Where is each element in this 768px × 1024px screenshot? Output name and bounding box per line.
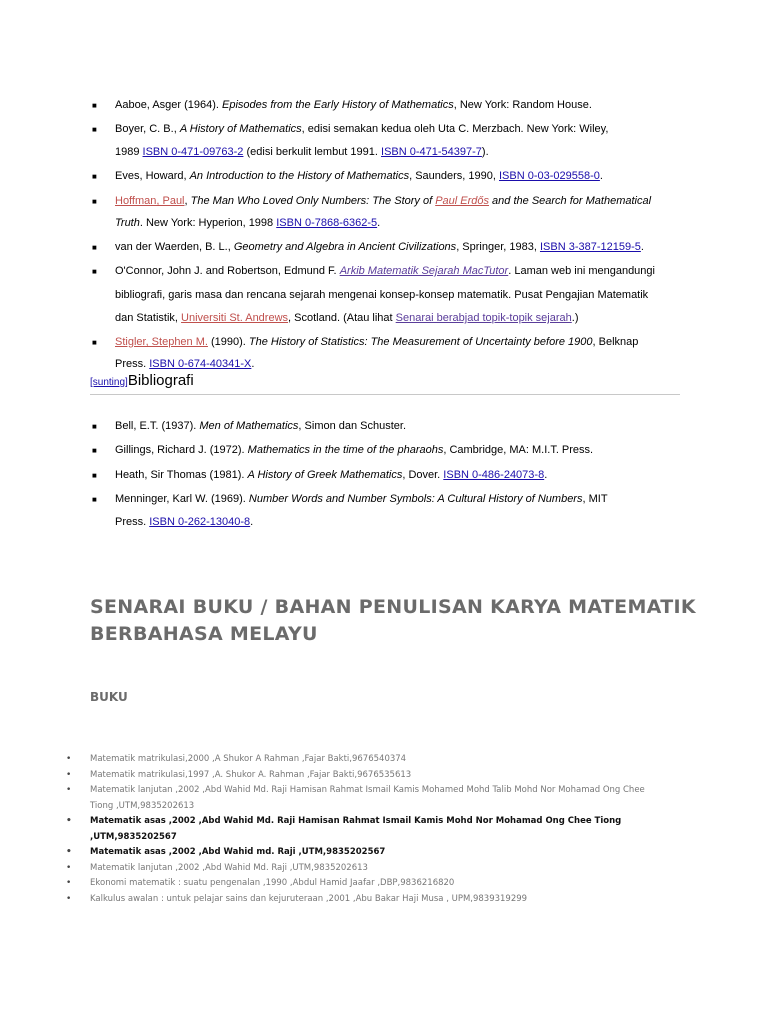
isbn-link[interactable]: ISBN 0-674-40341-X: [149, 358, 252, 370]
text-run: , Springer, 1983,: [456, 241, 540, 253]
wiki-link[interactable]: Arkib Matematik Sejarah MacTutor: [339, 265, 509, 277]
edit-section-link[interactable]: [sunting]: [90, 377, 128, 388]
text-run: An Introduction to the History of Mathematics: [189, 170, 410, 182]
reference-text: [115, 118, 675, 141]
text-run: , Scotland. (Atau lihat: [288, 312, 396, 324]
text-run: A History of Mathematics: [179, 123, 302, 135]
text-run: 1989: [115, 146, 143, 158]
text-run: (1990).: [207, 336, 249, 348]
section-title: Bibliografi: [127, 372, 194, 389]
text-run: , edisi semakan kedua oleh Uta C. Merzbach. New York: Wiley,: [301, 123, 609, 135]
text-run: , Simon dan Schuster.: [298, 420, 407, 432]
bullet-icon: •: [66, 754, 72, 764]
reference-text: [115, 307, 675, 330]
text-run: Episodes from the Early History of Mathematics: [222, 99, 454, 111]
reference-text: [115, 439, 675, 462]
book-item: [0, 783, 670, 814]
reference-text: [115, 415, 675, 438]
reference-text: [115, 212, 675, 235]
text-run: . Laman web ini mengandungi: [508, 265, 655, 277]
text-run: .: [544, 469, 548, 481]
section-heading: [90, 372, 680, 395]
reference-text: [115, 464, 675, 487]
bullet-icon: ■: [92, 422, 97, 431]
isbn-link[interactable]: ISBN 0-03-029558-0: [499, 170, 600, 182]
text-run: , Saunders, 1990,: [409, 170, 499, 182]
wiki-link[interactable]: Senarai berabjad topik-topik sejarah: [395, 312, 572, 324]
text-run: ,: [184, 195, 191, 207]
bullet-icon: •: [66, 847, 72, 857]
bullet-icon: •: [66, 862, 72, 873]
text-run: .: [599, 170, 603, 182]
reference-text: [115, 260, 675, 283]
text-run: and the Search for Mathematical: [489, 195, 652, 207]
reference-text: [115, 284, 675, 307]
reference-text: [115, 488, 675, 511]
text-run: Gillings, Richard J. (1972).: [115, 444, 248, 456]
text-run: (edisi berkulit lembut 1991.: [243, 146, 382, 158]
isbn-link[interactable]: ISBN 0-486-24073-8: [443, 469, 545, 481]
isbn-link[interactable]: ISBN 0-7868-6362-5: [276, 217, 378, 229]
bullet-icon: ■: [92, 267, 97, 276]
text-run: , Dover.: [402, 469, 444, 481]
isbn-link[interactable]: ISBN 0-471-54397-7: [381, 146, 482, 158]
reference-text: [115, 331, 675, 354]
book-text: Kalkulus awalan : untuk pelajar sains dan kejuruteraan ,2001 ,Abu Bakar Haji Musa , UPM,9839319299: [90, 893, 528, 904]
reference-text: [115, 236, 675, 259]
text-run: bibliografi, garis masa dan rencana sejarah mengenai konsep-konsep matematik. Pusat Pengajian Matematik: [115, 289, 649, 301]
bullet-icon: ■: [92, 197, 97, 206]
text-run: van der Waerden, B. L.,: [115, 241, 234, 253]
book-item: [0, 814, 670, 845]
book-text: Matematik lanjutan ,2002 ,Abd Wahid Md. Raji ,UTM,9835202613: [90, 862, 368, 873]
bullet-icon: •: [66, 816, 72, 826]
subheading-buku: BUKU: [90, 690, 128, 704]
wiki-link[interactable]: Hoffman, Paul: [115, 195, 185, 207]
book-text: Matematik matrikulasi,2000 ,A Shukor A Rahman ,Fajar Bakti,9676540374: [90, 754, 407, 764]
book-item: [0, 861, 670, 877]
book-text: Matematik asas ,2002 ,Abd Wahid md. Raji ,UTM,9835202567: [90, 847, 386, 857]
text-run: O'Connor, John J. and Robertson, Edmund F.: [115, 265, 340, 277]
page-heading: SENARAI BUKU / BAHAN PENULISAN KARYA MATEMATIK BERBAHASA MELAYU: [90, 596, 696, 645]
text-run: Eves, Howard,: [115, 170, 190, 182]
reference-text: [115, 141, 675, 164]
reference-text: [115, 511, 675, 534]
text-run: , Cambridge, MA: M.I.T. Press.: [443, 444, 594, 456]
text-run: Menninger, Karl W. (1969).: [115, 493, 249, 505]
bullet-icon: ■: [92, 338, 97, 347]
book-text: Ekonomi matematik : suatu pengenalan ,1990 ,Abdul Hamid Jaafar ,DBP,9836216820: [90, 878, 455, 888]
text-run: Bell, E.T. (1937).: [115, 420, 200, 432]
text-run: Men of Mathematics: [199, 420, 299, 432]
text-run: Truth: [115, 217, 140, 229]
reference-text: [115, 94, 675, 117]
text-run: .: [250, 516, 254, 528]
text-run: .): [571, 312, 579, 324]
text-run: A History of Greek Mathematics: [247, 469, 403, 481]
book-item: [0, 752, 670, 768]
isbn-link[interactable]: ISBN 0-262-13040-8: [149, 516, 251, 528]
text-run: . New York: Hyperion, 1998: [139, 217, 277, 229]
text-run: The History of Statistics: The Measurement of Uncertainty before 1900: [248, 336, 593, 348]
reference-text: [115, 190, 675, 213]
bullet-icon: •: [66, 785, 72, 795]
malay-books-list: [0, 752, 768, 907]
book-item: [0, 876, 670, 892]
book-item: [0, 845, 670, 861]
text-run: .: [377, 217, 381, 229]
book-item: [0, 892, 670, 908]
text-run: Press.: [115, 358, 150, 370]
bullet-icon: ■: [92, 243, 97, 252]
bullet-icon: •: [66, 893, 72, 904]
text-run: Mathematics in the time of the pharaohs: [247, 444, 444, 456]
bullet-icon: ■: [92, 101, 97, 110]
bullet-icon: •: [66, 878, 72, 888]
book-text: Matematik lanjutan ,2002 ,Abd Wahid Md. Raji Hamisan Rahmat Ismail Kamis Mohamed Mohd Talib Mohd Nor Mohamad Ong Chee Tiong ,UTM,9835202613: [90, 785, 645, 811]
bullet-icon: ■: [92, 446, 97, 455]
bullet-icon: •: [66, 769, 72, 780]
bullet-icon: ■: [92, 471, 97, 480]
text-run: Aaboe, Asger (1964).: [115, 99, 223, 111]
bullet-icon: ■: [92, 125, 97, 134]
text-run: The Man Who Loved Only Numbers: The Story of: [190, 195, 436, 207]
isbn-link[interactable]: ISBN 0-471-09763-2: [142, 146, 244, 158]
isbn-link[interactable]: ISBN 3-387-12159-5: [539, 241, 641, 253]
reference-text: [115, 165, 675, 188]
wiki-link[interactable]: Universiti St. Andrews: [181, 312, 289, 324]
text-run: , Belknap: [592, 336, 639, 348]
book-text: Matematik asas ,2002 ,Abd Wahid Md. Raji Hamisan Rahmat Ismail Kamis Mohd Nor Mohamad Ong Chee Tiong ,UTM,9835202567: [90, 816, 622, 842]
bullet-icon: ■: [92, 495, 97, 504]
text-run: ).: [481, 146, 489, 158]
text-run: , New York: Random House.: [453, 99, 592, 111]
wiki-link[interactable]: Stigler, Stephen M.: [115, 336, 208, 348]
text-run: .: [640, 241, 644, 253]
text-run: Number Words and Number Symbols: A Cultural History of Numbers: [248, 493, 583, 505]
bullet-icon: ■: [92, 172, 97, 181]
book-text: Matematik matrikulasi,1997 ,A. Shukor A. Rahman ,Fajar Bakti,9676535613: [90, 769, 412, 780]
text-run: dan Statistik,: [115, 312, 182, 324]
book-item: [0, 768, 670, 784]
text-run: Geometry and Algebra in Ancient Civilizations: [233, 241, 457, 253]
text-run: Heath, Sir Thomas (1981).: [115, 469, 248, 481]
text-run: .: [251, 358, 255, 370]
text-run: Boyer, C. B.,: [115, 123, 180, 135]
text-run: Press.: [115, 516, 150, 528]
text-run: , MIT: [582, 493, 608, 505]
wiki-link[interactable]: Paul Erdős: [435, 195, 489, 207]
